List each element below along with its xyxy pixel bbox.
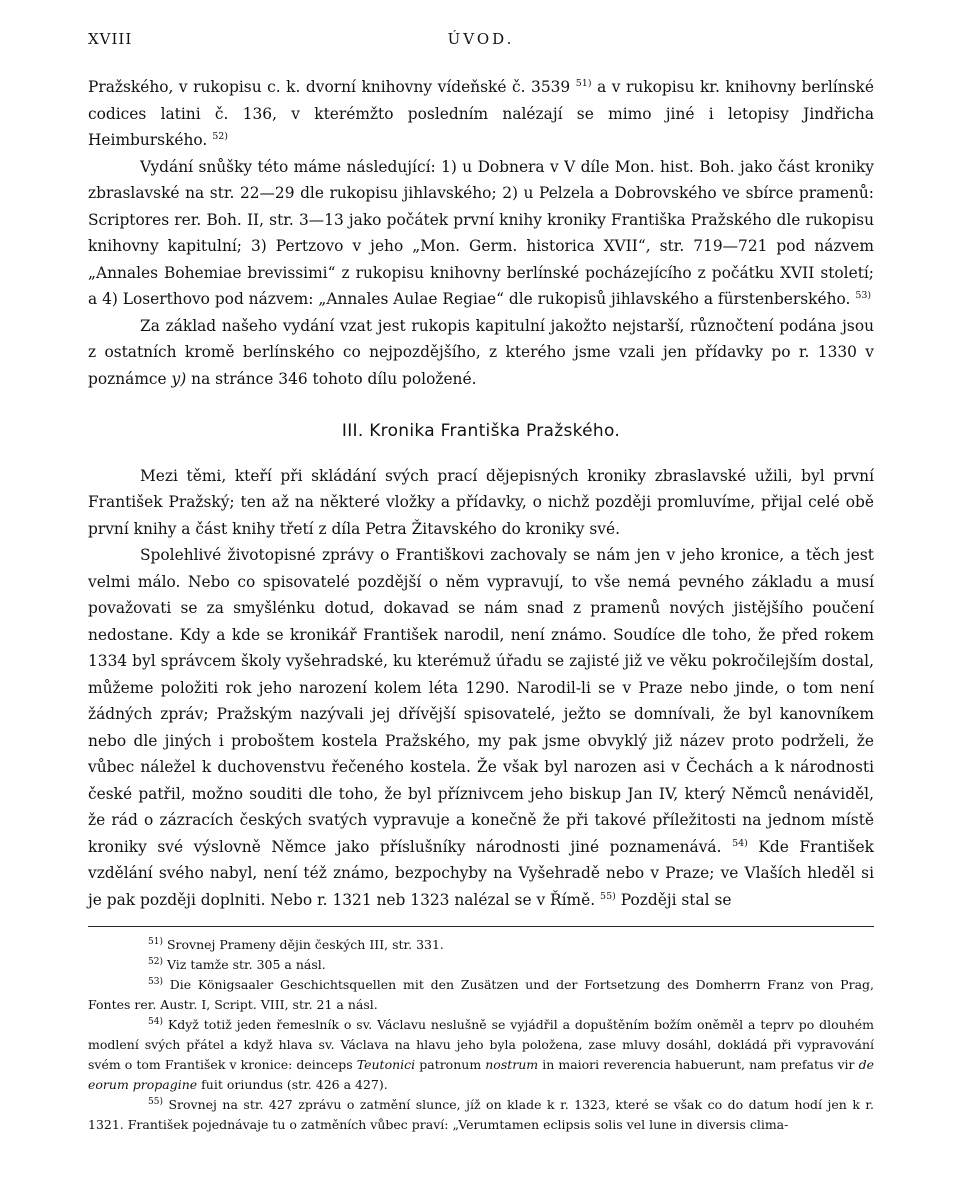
footnote-text: Viz tamže str. 305 a násl.: [166, 957, 326, 972]
footnote-text: Die Königsaaler Geschichtsquellen mit den Zusätzen und der Fortsetzung des Domherrn Franz von Prag, Fontes rer. Austr. I, Script. VIII, str. 21 a násl.: [88, 977, 875, 1012]
footnote-mark: 51): [148, 937, 163, 947]
footnote-text: Srovnej na str. 427 zprávu o zatmění slunce, jíž on klade k r. 1323, které se však co do datum hodí jen k r. 1321. František pojednávaje tu o zatměních vůbec praví: „Verumtamen eclipsis solis vel lune in diversis clima-: [88, 1097, 874, 1132]
footnote-italic: nostrum: [485, 1057, 539, 1072]
paragraph: [88, 74, 874, 154]
paragraph: [88, 313, 874, 393]
footnote-ref[interactable]: 52): [212, 131, 229, 142]
footnote-text: patronum: [419, 1057, 482, 1072]
text-run: Za základ našeho vydání vzat jest rukopis kapitulní jakožto nejstarší, různočtení podána jsou z ostatních kromě berlínského co nejpozdějšího, z kterého jsme vzali jen přídavky po r. 1330 v poznámce: [88, 316, 874, 388]
text-run: Spolehlivé životopisné zprávy o Františkovi zachovaly se nám jen v jeho kronice, a těch jest velmi málo. Nebo co spisovatelé pozdější o něm vypravují, to vše nemá pevného základu a musí považovati se za smyšlénku dotud, dokavad se nám snad z pramenů nových jistějšího poučení nedostane. Kdy a kde se kronikář František narodil, není známo. Soudíce dle toho, že před rokem 1334 byl správcem školy vyšehradské, ku kterémuž úřadu se zajisté již ve věku pokročilejším dostal, můžeme položiti rok jeho narození kolem léta 1290. Narodil-li se v Praze nebo jinde, o tom není žádných zpráv; Pražským nazývali jej dřívější spisovatelé, ježto se domnívali, že byl kanovníkem nebo dle jiných i proboštem kostela Pražského, my pak jsme obvyklý již název proto podrželi, že vůbec náležel k duchovenstvu řečeného kostela. Že však byl narozen asi v Čechách a k národnosti české patřil, možno souditi dle toho, že byl příznivcem jeho biskup Jan IV, který Němců nenáviděl, že rád o zázracích českých svatých vypravuje a konečně že při takové příležitosti na jednom místě kroniky své výslovně Němce jako příslušníky národnosti jiné poznamenává.: [88, 546, 874, 856]
text-run: Později stal se: [620, 890, 732, 909]
paragraph: [88, 154, 874, 313]
footnotes: [88, 935, 874, 1135]
footnote-text: Když totiž jeden řemeslník o sv. Václavu neslušně se vyjádřil a dopuštěním božím oněměl a teprv po dlouhém modlení svých přátel a když hlava sv. Václava na hlavu jeho byla položena, zase mluvy dosáhl, dokládá při vypravování svém o tom František v kronice: deinceps: [88, 1017, 874, 1072]
text-run: a v rukopisu kr. knihovny berlínské codices latini č. 136, v kterémžto posledním nalézají se mimo jiné i letopisy Jindřicha Heimburského.: [88, 78, 874, 149]
text-run: Kde František vzdělání svého nabyl, není též známo, bezpochyby na Vyšehradě nebo v Praze; ve Vlaších hleděl si je pak později doplniti. Nebo r. 1321 neb 1323 nalézal se v Římě.: [88, 837, 874, 909]
footnote-italic: Teutonici: [356, 1057, 416, 1072]
text-run: Pražského, v rukopisu c. k. dvorní knihovny vídeňské č. 3539: [88, 78, 571, 96]
footnote-text: fuit oriundus (str. 426 a 427).: [201, 1077, 388, 1092]
running-head: [88, 30, 874, 54]
book-page: [88, 30, 874, 1135]
paragraph: [88, 542, 874, 913]
footnote: [88, 975, 874, 1015]
footnote: [88, 1095, 874, 1135]
footnote: [88, 955, 874, 975]
footnote-ref[interactable]: 54): [732, 837, 748, 849]
footnote-mark: 52): [148, 957, 163, 967]
footnote-divider: [88, 926, 874, 927]
text-run: na stránce 346 tohoto dílu položené.: [191, 369, 477, 388]
footnote-italic: de eorum propagine: [88, 1057, 875, 1092]
footnote-text: Srovnej Prameny dějin českých III, str. 331.: [166, 937, 444, 952]
section-heading: III. Kronika Františka Pražského.: [341, 421, 621, 441]
footnote-text: in maiori reverencia habuerunt, nam prefatus vir: [542, 1057, 855, 1072]
footnote: [88, 1015, 874, 1095]
main-text: [88, 74, 874, 913]
page-number: XVIII: [88, 30, 133, 48]
footnote-mark: 53): [148, 977, 163, 987]
footnote-mark: 54): [148, 1017, 163, 1027]
footnote-mark: 55): [148, 1097, 163, 1107]
text-run: Vydání snůšky této máme následující: 1) u Dobnera v V díle Mon. hist. Boh. jako část kroniky zbraslavské na str. 22—29 dle rukopisu jihlavského; 2) u Pelzela a Dobrovského ve sbírce pramenů: Scriptores rer. Boh. II, str. 3—13 jako počátek první knihy kroniky Františka Pražského dle rukopisu knihovny kapitulní; 3) Pertzovo v jeho „Mon. Germ. historica XVII“, str. 719—721 pod názvem „Annales Bohemiae brevissimi“ z rukopisu knihovny berlínské pocházejícího z počátku XVII století; a 4) Loserthovo pod názvem: „Annales Aulae Regiae“ dle rukopisů jihlavského a fürstenberského.: [88, 157, 874, 308]
footnote-ref[interactable]: 53): [855, 290, 872, 301]
footnote: [88, 935, 874, 955]
footnote-ref[interactable]: 51): [575, 78, 592, 89]
footnote-ref[interactable]: 55): [600, 890, 616, 902]
running-title: ÚVOD.: [447, 30, 515, 48]
paragraph: Mezi těmi, kteří při skládání svých prací dějepisných kroniky zbraslavské užili, byl první František Pražský; ten až na některé vložky a přídavky, o nichž později promluvíme, přijal celé obě první knihy a část knihy třetí z díla Petra Žitavského do kroniky své.: [88, 466, 874, 538]
note-reference: y): [171, 369, 187, 388]
